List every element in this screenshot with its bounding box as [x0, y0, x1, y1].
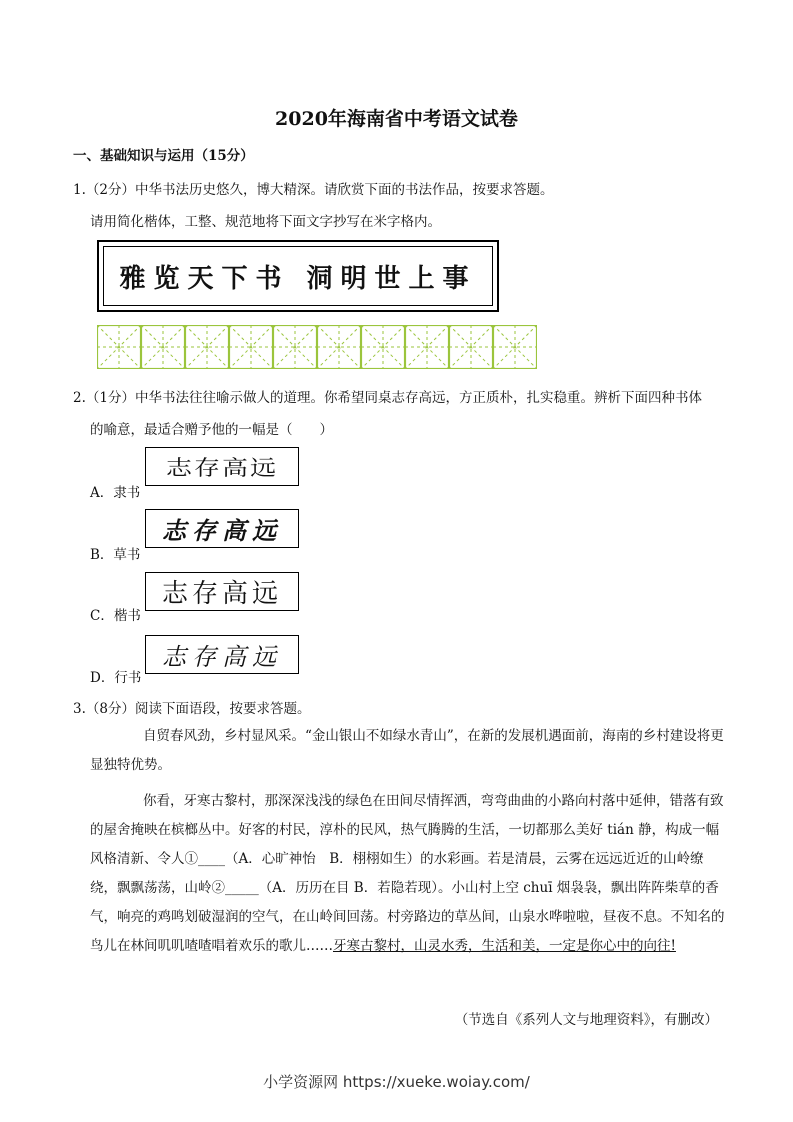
mizige-grid[interactable] — [97, 325, 537, 369]
calligraphy-frame — [97, 240, 499, 312]
q1-instruction: 请用简化楷体，工整、规范地将下面文字抄写在米字格内。 — [90, 214, 441, 230]
option-c-label[interactable]: C．楷书 — [90, 608, 141, 624]
option-d-sample[interactable] — [145, 635, 299, 674]
q2-stem-line1: 2.（1分）中华书法往往喻示做人的道理。你希望同桌志存高远，方正质朴，扎实稳重。辨析下面四种书体 — [73, 390, 702, 406]
section-heading: 一、基础知识与运用（15分） — [73, 148, 254, 164]
q3-paragraph-2 — [90, 787, 726, 961]
page-footer: 小学资源网 https://xueke.woiay.com/ — [263, 1073, 530, 1091]
q3-source: （节选自《系列人文与地理资料》，有删改） — [454, 1012, 718, 1028]
xingshu-text: 志存高远 — [162, 643, 282, 671]
q1-stem: 1.（2分）中华书法历史悠久，博大精深。请欣赏下面的书法作品，按要求答题。 — [73, 182, 554, 198]
option-b-sample[interactable] — [145, 509, 299, 548]
caoshu-text: 志存高远 — [162, 516, 282, 545]
option-c-sample[interactable] — [145, 572, 299, 611]
page-title: 2020年海南省中考语文试卷 — [275, 108, 518, 130]
q3-paragraph-1: 自贸春风劲，乡村显风采。“金山银山不如绿水青山”，在新的发展机遇面前，海南的乡村建设将更显独特优势。 — [90, 728, 724, 773]
q2-stem-line2: 的喻意，最适合赠予他的一幅是（ ） — [90, 422, 333, 438]
kaishu-text: 志存高远 — [161, 579, 282, 609]
q3-stem: 3.（8分）阅读下面语段，按要求答题。 — [73, 701, 311, 717]
q3-underlined-sentence: 牙寒古黎村，山灵水秀，生活和美，一定是你心中的向往! — [333, 938, 676, 954]
lishu-text: 志存高远 — [165, 456, 278, 481]
option-a-label[interactable]: A．隶书 — [90, 485, 141, 501]
option-b-label[interactable]: B．草书 — [90, 547, 141, 563]
calligraphy-text: 雅览天下书 洞明世上事 — [119, 263, 477, 294]
option-a-sample[interactable] — [145, 447, 299, 486]
q3-paragraph-2-text: 你看，牙寒古黎村，那深深浅浅的绿色在田间尽情挥洒，弯弯曲曲的小路向村落中延伸，错落有致的屋舍掩映在槟榔丛中。好客的村民，淳朴的民风，热气腾腾的生活，一切都那么美好 tián 静，构成一幅风格清新、令人①____（A．心旷神怡 B．栩栩如生）的水彩画。若是清晨，云雾在远远近近的山岭缭绕，飘飘荡荡，山岭②_____（A．历历在目 B．若隐若现）。小山村上空 chuī 烟袅袅，飘出阵阵柴草的香气，响亮的鸡鸣划破湿润的空气，在山岭间回荡。村旁路边的草丛间，山泉水哗啦啦，昼夜不息。不知名的鸟儿在林间叽叽喳喳唱着欢乐的歌儿…… — [90, 793, 725, 954]
option-d-label[interactable]: D．行书 — [90, 670, 142, 686]
